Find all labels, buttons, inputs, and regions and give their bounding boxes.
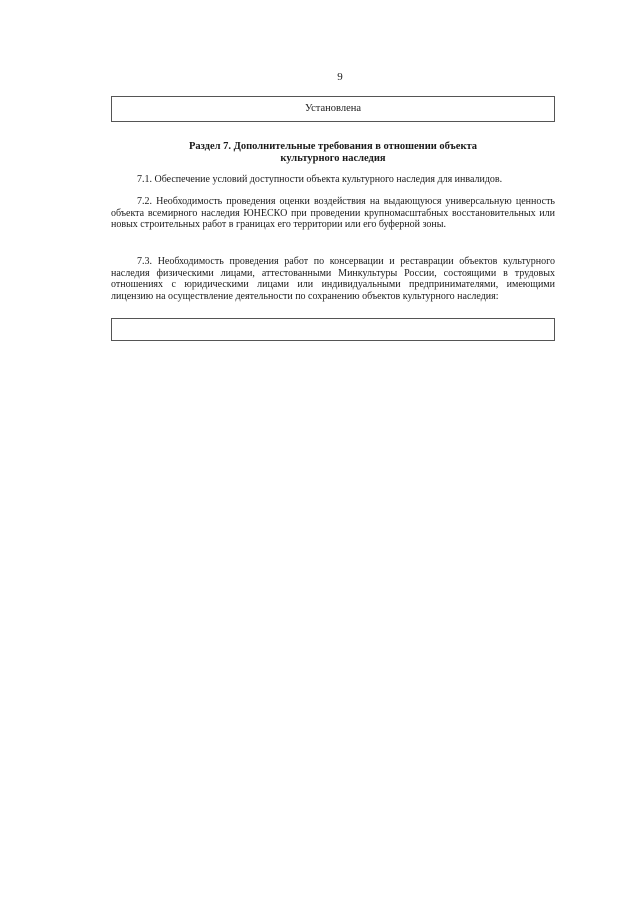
status-field (111, 96, 555, 122)
paragraph-7-2: 7.2. Необходимость проведения оценки воздействия на выдающуюся универсальную ценность объекта всемирного наследия ЮНЕСКО при проведении крупномасштабных восстановительных или новых строительных работ в границах его территории или его буферной зоны. (111, 196, 555, 230)
status-value: Установлена (304, 103, 362, 114)
page-number: 9 (337, 71, 343, 83)
empty-field (111, 318, 555, 341)
section-title-line-1: Раздел 7. Дополнительные требования в отношении объекта (188, 141, 478, 152)
section-title-line-2: культурного наследия (280, 153, 386, 164)
paragraph-7-1: 7.1. Обеспечение условий доступности объекта культурного наследия для инвалидов. (137, 174, 503, 185)
section-title (111, 141, 555, 165)
paragraph-7-3: 7.3. Необходимость проведения работ по консервации и реставрации объектов культурного наследия физическими лицами, аттестованными Минкультуры России, состоящими в трудовых отношениях с юридическими лицами или индивидуальными предпринимателями, имеющими лицензию на осуществление деятельности по сохранению объектов культурного наследия: (111, 256, 555, 302)
